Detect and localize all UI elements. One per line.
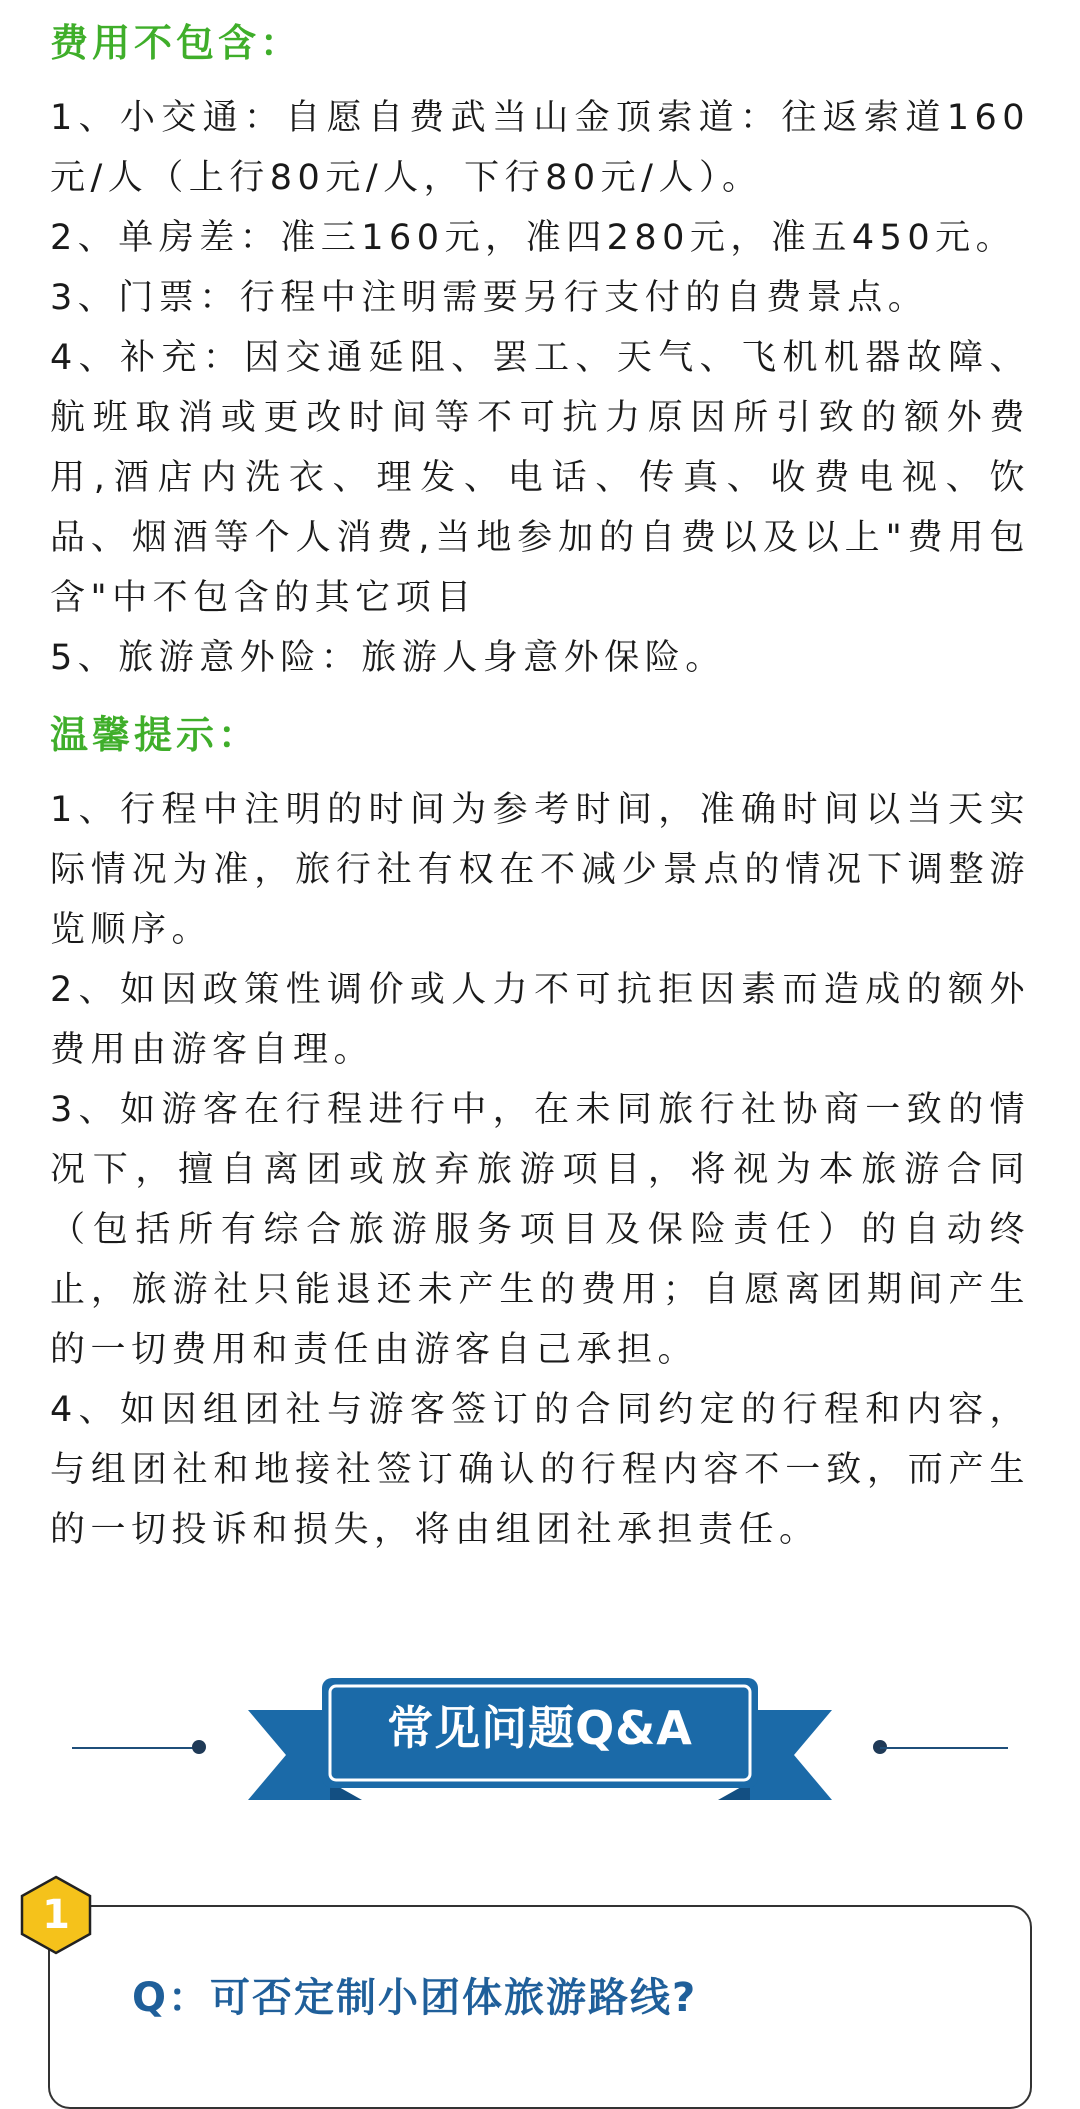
fees-excluded-item: 3、门票：行程中注明需要另行支付的自费景点。	[50, 278, 929, 318]
faq-question: Q：可否定制小团体旅游路线?	[132, 1975, 698, 2021]
faq-number: 1	[42, 1892, 70, 1938]
tips-heading: 温馨提示：	[50, 713, 261, 757]
fees-excluded-item: 1、小交通：自愿自费武当山金顶索道：往返索道160元/人（上行80元/人，下行80元/人）。	[50, 98, 1030, 198]
fees-excluded-item: 4、补充：因交通延阻、罢工、天气、飞机机器故障、航班取消或更改时间等不可抗力原因所引致的额外费用,酒店内洗衣、理发、电话、传真、收费电视、饮品、烟酒等个人消费,当地参加的自费以及以上"费用包含"中不包含的其它项目	[50, 338, 1030, 618]
tips-item: 4、如因组团社与游客签订的合同约定的行程和内容，与组团社和地接社签订确认的行程内容不一致，而产生的一切投诉和损失，将由组团社承担责任。	[50, 1390, 1030, 1550]
document-body	[50, 0, 1030, 1560]
qa-banner-title: 常见问题Q&A	[387, 1701, 693, 1755]
fees-excluded-item: 2、单房差：准三160元，准四280元，准五450元。	[50, 218, 1017, 258]
banner-line-left	[72, 1747, 200, 1749]
fees-excluded-heading: 费用不包含：	[50, 21, 303, 65]
tips-item: 1、行程中注明的时间为参考时间，准确时间以当天实际情况为准，旅行社有权在不减少景点的情况下调整游览顺序。	[50, 790, 1030, 950]
banner-dot-left	[192, 1740, 206, 1754]
banner-line-right	[880, 1747, 1008, 1749]
qa-banner	[0, 1670, 1080, 1820]
fees-excluded-item: 5、旅游意外险：旅游人身意外保险。	[50, 638, 726, 678]
tips-item: 3、如游客在行程进行中，在未同旅行社协商一致的情况下，擅自离团或放弃旅游项目，将视为本旅游合同（包括所有综合旅游服务项目及保险责任）的自动终止，旅游社只能退还未产生的费用；自愿离团期间产生的一切费用和责任由游客自己承担。	[50, 1090, 1030, 1370]
tips-item: 2、如因政策性调价或人力不可抗拒因素而造成的额外费用由游客自理。	[50, 970, 1030, 1070]
